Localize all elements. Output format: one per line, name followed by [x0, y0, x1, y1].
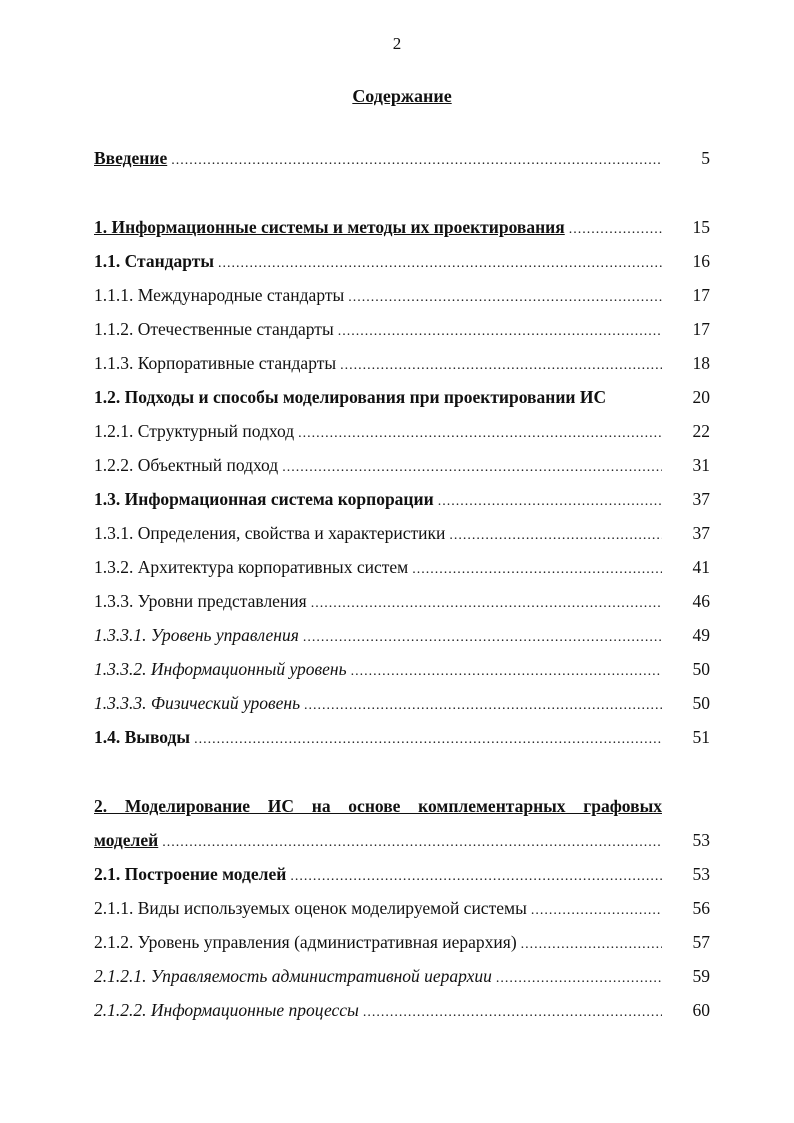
dot-leader — [496, 967, 662, 991]
toc-entry-text: 1. Информационные системы и методы их проектирования — [94, 217, 565, 237]
toc-entry-page: 16 — [692, 251, 710, 271]
toc-entry-text: 1.3. Информационная система корпорации — [94, 489, 434, 509]
dot-leader — [449, 524, 662, 548]
toc-entry-subsection-1-1-2[interactable] — [94, 317, 710, 341]
toc-entry-text: 1.3.3.3. Физический уровень — [94, 693, 301, 713]
toc-entry-text: 2.1.1. Виды используемых оценок моделируемой системы — [94, 898, 527, 918]
toc-entry-text: 2.1.2.1. Управляемость административной иерархии — [94, 966, 492, 986]
toc-entry-chapter-2[interactable] — [94, 828, 710, 852]
toc-entry-text: 1.4. Выводы — [94, 727, 191, 747]
toc-entry-text: 1.1.3. Корпоративные стандарты — [94, 353, 337, 373]
toc-entry-page: 22 — [692, 421, 710, 441]
toc-entry-page: 17 — [692, 319, 710, 339]
toc-entry-subsection-1-2-1[interactable] — [94, 419, 710, 443]
dot-leader — [338, 320, 662, 344]
dot-leader — [521, 933, 662, 957]
toc-entry-page: 51 — [692, 727, 710, 747]
dot-leader — [531, 899, 662, 923]
toc-entry-page: 53 — [692, 830, 710, 850]
toc-entry-item-2-1-2-1[interactable] — [94, 964, 710, 988]
toc-entry-subsection-1-1-1[interactable] — [94, 283, 710, 307]
toc-entry-text: 1.1.2. Отечественные стандарты — [94, 319, 334, 339]
toc-entry-page: 60 — [692, 1000, 710, 1020]
dot-leader — [569, 218, 662, 242]
dot-leader — [311, 592, 662, 616]
dot-leader — [171, 149, 662, 173]
toc-entry-text: 1.3.3.2. Информационный уровень — [94, 659, 347, 679]
toc-entry-page: 57 — [692, 932, 710, 952]
toc-entry-text: 2.1. Построение моделей — [94, 864, 287, 884]
toc-entry-text: 1.3.1. Определения, свойства и характеристики — [94, 523, 446, 543]
dot-leader — [304, 694, 662, 718]
toc-entry-page: 37 — [692, 523, 710, 543]
toc-entry-page: 5 — [701, 148, 710, 168]
toc-entry-page: 15 — [692, 217, 710, 237]
toc-entry-subsection-1-1-3[interactable] — [94, 351, 710, 375]
dot-leader — [438, 490, 662, 514]
toc-entry-text: 1.2.1. Структурный подход — [94, 421, 295, 441]
dot-leader — [340, 354, 662, 378]
toc-entry-subsection-1-3-1[interactable] — [94, 521, 710, 545]
dot-leader — [194, 728, 662, 752]
toc-entry-text: 2.1.2.2. Информационные процессы — [94, 1000, 359, 1020]
page-number: 2 — [392, 34, 402, 53]
toc-entry-text: 2.1.2. Уровень управления (административная иерархия) — [94, 932, 517, 952]
dot-leader — [298, 422, 662, 446]
toc-entry-page: 49 — [692, 625, 710, 645]
toc-entry-text: 1.2.2. Объектный подход — [94, 455, 279, 475]
toc-entry-section-1-2[interactable] — [94, 385, 710, 409]
toc-entry-page: 59 — [692, 966, 710, 986]
toc-entry-subsection-1-3-2[interactable] — [94, 555, 710, 579]
dot-leader — [162, 831, 662, 855]
toc-entry-section-2-1[interactable] — [94, 862, 710, 886]
dot-leader — [218, 252, 662, 276]
toc-entry-subsection-1-2-2[interactable] — [94, 453, 710, 477]
toc-entry-chapter-1[interactable] — [94, 215, 710, 239]
toc-entry-text: 1.3.3. Уровни представления — [94, 591, 307, 611]
toc-entry-text: 1.2. Подходы и способы моделирования при проектировании ИС — [94, 387, 607, 407]
toc-entry-introduction[interactable] — [94, 146, 710, 170]
toc-entry-text: моделей — [94, 830, 159, 850]
dot-leader — [290, 865, 662, 889]
toc-entry-chapter-2-line-1[interactable]: 2. Моделирование ИС на основе комплементарных графовых — [94, 796, 662, 816]
toc-entry-page: 37 — [692, 489, 710, 509]
toc-entry-subsection-2-1-1[interactable] — [94, 896, 710, 920]
dot-leader — [282, 456, 662, 480]
toc-entry-section-1-1[interactable] — [94, 249, 710, 273]
toc-entry-section-1-3[interactable] — [94, 487, 710, 511]
toc-entry-page: 31 — [692, 455, 710, 475]
dot-leader — [412, 558, 662, 582]
toc-entry-item-1-3-3-3[interactable] — [94, 691, 710, 715]
dot-leader — [351, 660, 662, 684]
toc-entry-page: 20 — [692, 387, 710, 407]
dot-leader — [348, 286, 662, 310]
toc-entry-item-1-3-3-1[interactable] — [94, 623, 710, 647]
toc-entry-subsection-2-1-2[interactable] — [94, 930, 710, 954]
toc-entry-page: 41 — [692, 557, 710, 577]
toc-entry-item-1-3-3-2[interactable] — [94, 657, 710, 681]
toc-entry-item-2-1-2-2[interactable] — [94, 998, 710, 1022]
toc-entry-page: 18 — [692, 353, 710, 373]
toc-entry-text: 1.3.2. Архитектура корпоративных систем — [94, 557, 409, 577]
toc-entry-section-1-4[interactable] — [94, 725, 710, 749]
toc-entry-page: 56 — [692, 898, 710, 918]
toc-entry-page: 50 — [692, 659, 710, 679]
toc-entry-page: 17 — [692, 285, 710, 305]
toc-entry-text: Введение — [94, 148, 168, 168]
toc-entry-page: 53 — [692, 864, 710, 884]
toc-entry-text: 1.1. Стандарты — [94, 251, 215, 271]
toc-entry-subsection-1-3-3[interactable] — [94, 589, 710, 613]
dot-leader — [363, 1001, 662, 1025]
toc-entry-text: 1.1.1. Международные стандарты — [94, 285, 345, 305]
toc-entry-text: 1.3.3.1. Уровень управления — [94, 625, 299, 645]
toc-entry-page: 46 — [692, 591, 710, 611]
toc-entry-page: 50 — [692, 693, 710, 713]
toc-title: Содержание — [352, 86, 452, 106]
dot-leader — [303, 626, 662, 650]
